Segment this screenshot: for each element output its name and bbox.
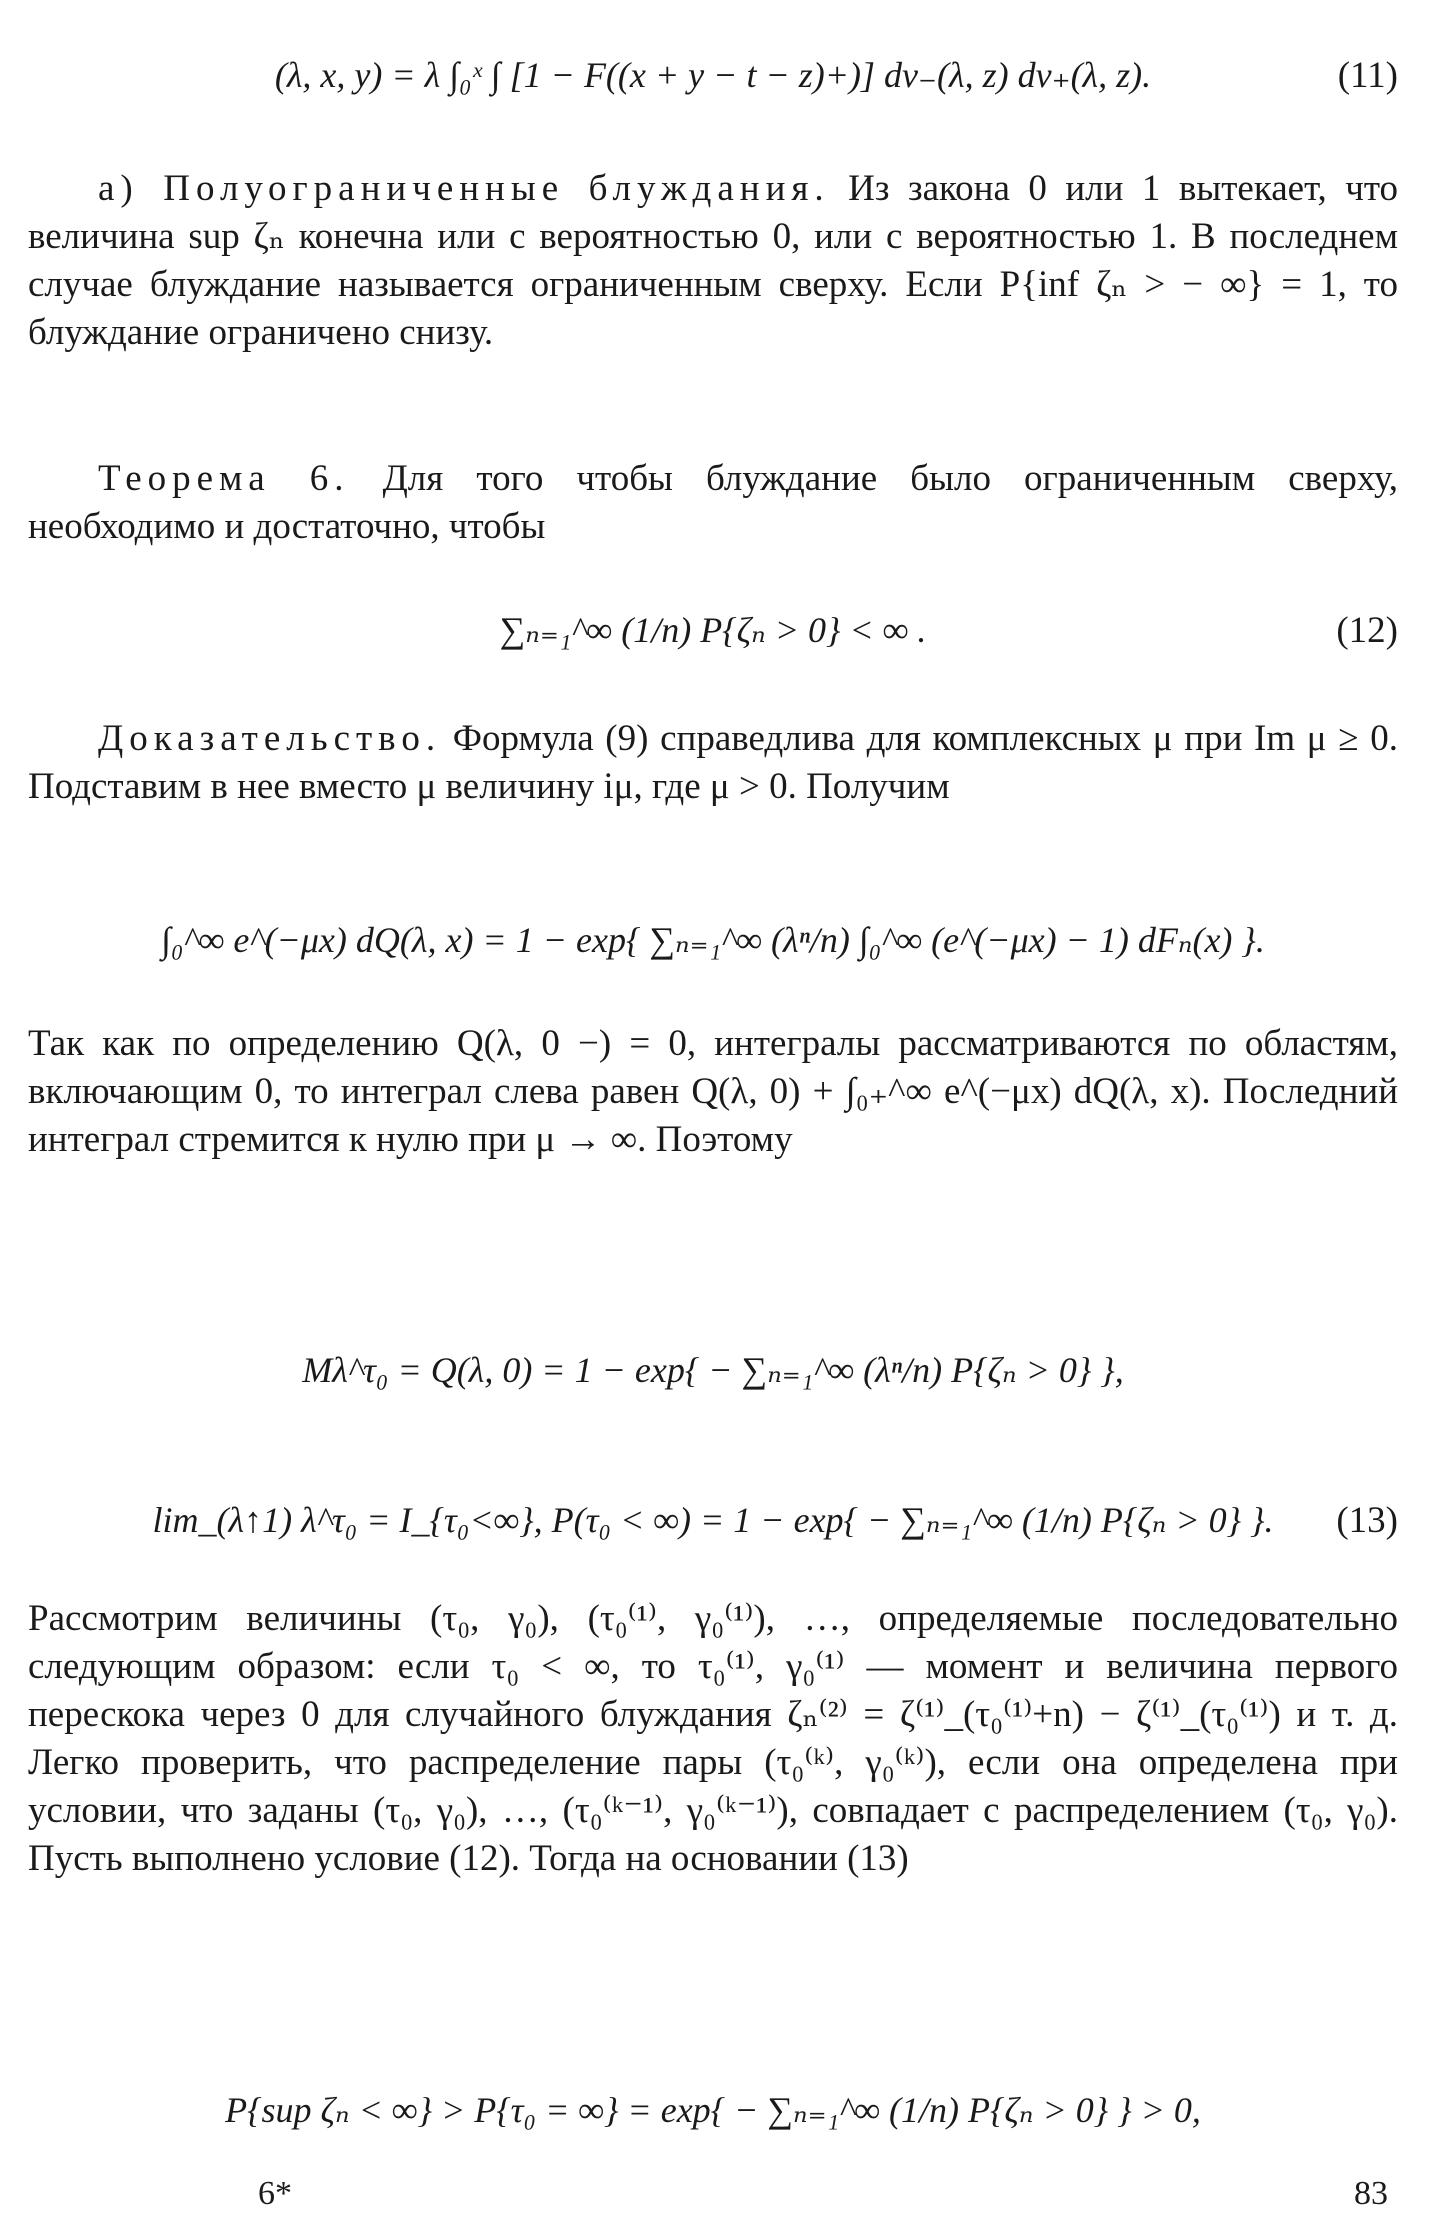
theorem-6 (28, 455, 1398, 551)
equation-12 (28, 565, 1398, 695)
equation-13-body: lim_(λ↑1) λ^τ₀ = I_{τ₀<∞}, P(τ₀ < ∞) = 1 − exp{ − ∑ₙ₌₁^∞ (1/n) P{ζₙ > 0} }. (152, 1500, 1274, 1540)
signature-mark: 6* (258, 2175, 292, 2212)
equation-11 (28, 10, 1398, 140)
equation-11-number: (11) (1337, 54, 1398, 96)
equation-final-body: P{sup ζₙ < ∞} > P{τ₀ = ∞} = exp{ − ∑ₙ₌₁^∞ (1/n) P{ζₙ > 0} } > 0, (225, 2090, 1201, 2130)
equation-12-body: ∑ₙ₌₁^∞ (1/n) P{ζₙ > 0} < ∞ . (499, 610, 927, 650)
paragraph-text: Рассмотрим величины (τ₀, γ₀), (τ₀⁽¹⁾, γ₀⁽¹⁾), …, определяемые последовательно следующим образом: если τ₀ < ∞, то τ₀⁽¹⁾, γ₀⁽¹⁾ — момент и величина первого перескока через 0 для случайного блуждания ζₙ⁽²⁾ = ζ⁽¹⁾_(τ₀⁽¹⁾+n) − ζ⁽¹⁾_(τ₀⁽¹⁾) и т. д. Легко проверить, что распределение пары (τ₀⁽ᵏ⁾, γ₀⁽ᵏ⁾), если она определена при условии, что заданы (τ₀, γ₀), …, (τ₀⁽ᵏ⁻¹⁾, γ₀⁽ᵏ⁻¹⁾), совпадает с распределением (τ₀, γ₀). Пусть выполнено условие (12). Тогда на основании (13) (28, 1598, 1398, 1879)
paragraph-overshoots (28, 1595, 1398, 1883)
equation-13-number: (13) (1336, 1499, 1398, 1541)
paragraph-semibounded-walks (28, 165, 1398, 357)
equation-13 (28, 1455, 1398, 1585)
paragraph-integral-limit (28, 1020, 1398, 1164)
equation-12-number: (12) (1336, 609, 1398, 651)
paragraph-text: Из закона 0 или 1 вытекает, что величина sup ζₙ конечна или с вероятностью 0, или с вероятностью 1. В последнем случае блуждание называется ограниченным сверху. Если P{inf ζₙ > − ∞} = 1, то блуждание ограничено снизу. (28, 168, 1398, 353)
book-page (28, 0, 1398, 2231)
equation-proof-body: ∫₀^∞ e^(−μx) dQ(λ, x) = 1 − exp{ ∑ₙ₌₁^∞ (λⁿ/n) ∫₀^∞ (e^(−μx) − 1) dFₙ(x) }. (161, 920, 1265, 960)
page-number: 83 (1354, 2175, 1388, 2212)
theorem-heading: Теорема 6. (98, 458, 350, 499)
paragraph-text: Так как по определению Q(λ, 0 −) = 0, интегралы рассматриваются по областям, включающим 0, то интеграл слева равен Q(λ, 0) + ∫₀₊^∞ e^(−μx) dQ(λ, x). Последний интеграл стремится к нулю при μ → ∞. Поэтому (28, 1023, 1398, 1160)
proof-paragraph (28, 715, 1398, 811)
paragraph-heading: а) Полуограниченные блуждания. (98, 168, 830, 209)
equation-final (28, 2045, 1398, 2175)
proof-heading: Доказательство. (98, 718, 442, 759)
equation-proof (28, 875, 1398, 1005)
equation-m-lambda-body: Mλ^τ₀ = Q(λ, 0) = 1 − exp{ − ∑ₙ₌₁^∞ (λⁿ/n) P{ζₙ > 0} }, (302, 1350, 1124, 1390)
equation-11-body: (λ, x, y) = λ ∫₀ˣ ∫ [1 − F((x + y − t − z)+)] dv₋(λ, z) dv₊(λ, z). (274, 55, 1152, 95)
theorem-text: Для того чтобы блуждание было ограниченным сверху, необходимо и достаточно, чтобы (28, 458, 1398, 547)
proof-text: Формула (9) справедлива для комплексных μ при Im μ ≥ 0. Подставим в нее вместо μ величину iμ, где μ > 0. Получим (28, 718, 1398, 807)
equation-m-lambda (28, 1305, 1398, 1435)
